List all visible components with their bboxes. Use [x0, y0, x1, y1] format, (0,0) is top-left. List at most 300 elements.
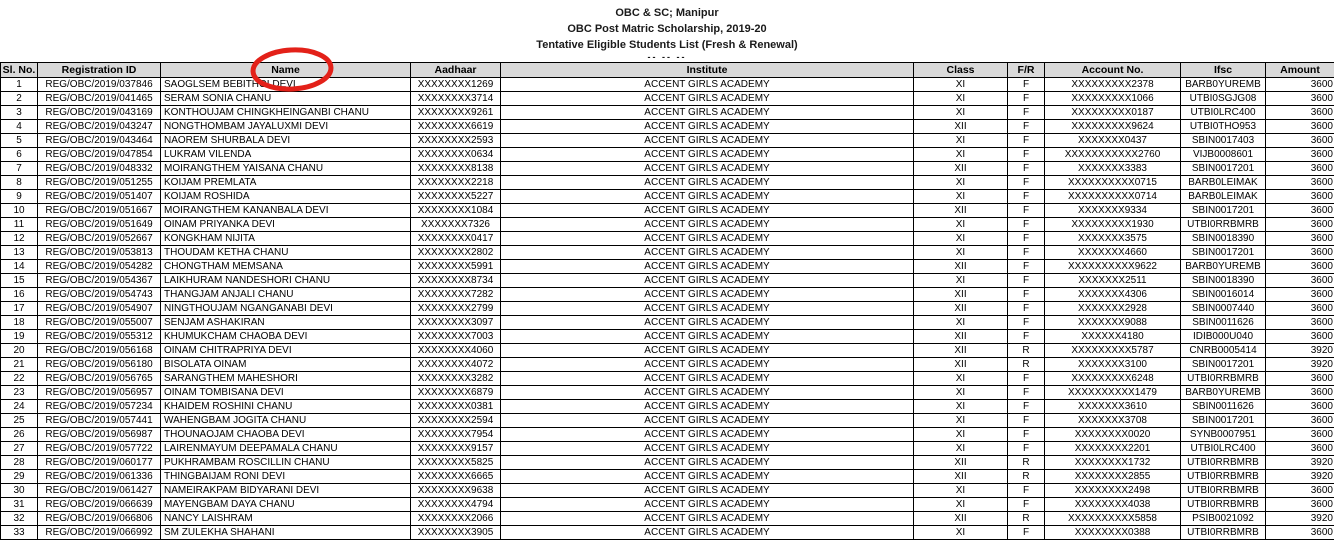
cell-institute: ACCENT GIRLS ACADEMY: [501, 400, 914, 414]
column-header-name: Name: [161, 63, 411, 78]
cell-class: XII: [914, 288, 1008, 302]
cell-name: PUKHRAMBAM ROSCILLIN CHANU: [161, 456, 411, 470]
cell-regid: REG/OBC/2019/054743: [38, 288, 161, 302]
cell-regid: REG/OBC/2019/051407: [38, 190, 161, 204]
cell-fr: F: [1008, 274, 1045, 288]
table-row: [1, 106, 1334, 120]
cell-institute: ACCENT GIRLS ACADEMY: [501, 232, 914, 246]
cell-class: XI: [914, 526, 1008, 540]
cell-fr: R: [1008, 512, 1045, 526]
cell-account: XXXXXXXX1732: [1045, 456, 1181, 470]
cell-aadhaar: XXXXXXXX2218: [411, 176, 501, 190]
cell-institute: ACCENT GIRLS ACADEMY: [501, 414, 914, 428]
cell-regid: REG/OBC/2019/053813: [38, 246, 161, 260]
cell-regid: REG/OBC/2019/060177: [38, 456, 161, 470]
cell-class: XII: [914, 204, 1008, 218]
cell-aadhaar: XXXXXXXX3282: [411, 372, 501, 386]
cell-regid: REG/OBC/2019/056957: [38, 386, 161, 400]
table-row: [1, 484, 1334, 498]
cell-aadhaar: XXXXXXXX7003: [411, 330, 501, 344]
cell-ifsc: UTBI0RRBMRB: [1181, 498, 1266, 512]
cell-amount: 3920: [1266, 358, 1334, 372]
cell-fr: F: [1008, 218, 1045, 232]
cell-amount: 3600: [1266, 330, 1334, 344]
cell-fr: F: [1008, 246, 1045, 260]
cell-regid: REG/OBC/2019/048332: [38, 162, 161, 176]
document-header: [0, 5, 1334, 62]
cell-name: NANCY LAISHRAM: [161, 512, 411, 526]
cell-regid: REG/OBC/2019/057234: [38, 400, 161, 414]
column-header-amount: Amount: [1266, 63, 1334, 78]
cell-class: XII: [914, 330, 1008, 344]
cell-aadhaar: XXXXXXXX9157: [411, 442, 501, 456]
column-header-class: Class: [914, 63, 1008, 78]
cell-name: SAOGLSEM BEBITHOI DEVI: [161, 78, 411, 92]
cell-regid: REG/OBC/2019/054282: [38, 260, 161, 274]
cell-slno: 7: [1, 162, 38, 176]
cell-slno: 6: [1, 148, 38, 162]
cell-amount: 3920: [1266, 512, 1334, 526]
cell-institute: ACCENT GIRLS ACADEMY: [501, 106, 914, 120]
cell-slno: 26: [1, 428, 38, 442]
cell-aadhaar: XXXXXXXX6879: [411, 386, 501, 400]
cell-regid: REG/OBC/2019/056765: [38, 372, 161, 386]
cell-ifsc: UTBI0THO953: [1181, 120, 1266, 134]
cell-amount: 3600: [1266, 260, 1334, 274]
table-row: [1, 148, 1334, 162]
cell-fr: R: [1008, 358, 1045, 372]
table-row: [1, 176, 1334, 190]
table-row: [1, 78, 1334, 92]
cell-fr: F: [1008, 526, 1045, 540]
cell-institute: ACCENT GIRLS ACADEMY: [501, 498, 914, 512]
cell-account: XXXXXXXX0020: [1045, 428, 1181, 442]
cell-fr: F: [1008, 386, 1045, 400]
cell-slno: 18: [1, 316, 38, 330]
cell-aadhaar: XXXXXXXX8138: [411, 162, 501, 176]
cell-name: KHAIDEM ROSHINI CHANU: [161, 400, 411, 414]
cell-regid: REG/OBC/2019/057722: [38, 442, 161, 456]
cell-class: XI: [914, 232, 1008, 246]
cell-name: SENJAM ASHAKIRAN: [161, 316, 411, 330]
table-row: [1, 302, 1334, 316]
cell-aadhaar: XXXXXXXX5227: [411, 190, 501, 204]
cell-aadhaar: XXXXXXXX3714: [411, 92, 501, 106]
cell-slno: 29: [1, 470, 38, 484]
cell-ifsc: SBIN0018390: [1181, 232, 1266, 246]
cell-account: XXXXXXXXX0187: [1045, 106, 1181, 120]
cell-aadhaar: XXXXXXXX2066: [411, 512, 501, 526]
cell-institute: ACCENT GIRLS ACADEMY: [501, 246, 914, 260]
cell-amount: 3600: [1266, 316, 1334, 330]
cell-ifsc: UTBI0RRBMRB: [1181, 470, 1266, 484]
cell-slno: 9: [1, 190, 38, 204]
cell-class: XI: [914, 134, 1008, 148]
cell-class: XI: [914, 428, 1008, 442]
cell-class: XI: [914, 176, 1008, 190]
table-row: [1, 162, 1334, 176]
cell-regid: REG/OBC/2019/043247: [38, 120, 161, 134]
cell-account: XXXXXXXXX9624: [1045, 120, 1181, 134]
table-row: [1, 120, 1334, 134]
separator-dashes: -- -- --: [647, 52, 687, 62]
cell-amount: 3600: [1266, 400, 1334, 414]
column-header-ifsc: Ifsc: [1181, 63, 1266, 78]
cell-regid: REG/OBC/2019/056180: [38, 358, 161, 372]
cell-institute: ACCENT GIRLS ACADEMY: [501, 512, 914, 526]
cell-ifsc: UTBI0SGJG08: [1181, 92, 1266, 106]
cell-class: XII: [914, 344, 1008, 358]
cell-ifsc: SBIN0011626: [1181, 316, 1266, 330]
cell-class: XII: [914, 120, 1008, 134]
cell-class: XI: [914, 498, 1008, 512]
cell-ifsc: BARB0YUREMB: [1181, 386, 1266, 400]
cell-institute: ACCENT GIRLS ACADEMY: [501, 162, 914, 176]
cell-amount: 3600: [1266, 92, 1334, 106]
cell-slno: 32: [1, 512, 38, 526]
table-row: [1, 330, 1334, 344]
cell-name: LAIKHURAM NANDESHORI CHANU: [161, 274, 411, 288]
cell-class: XI: [914, 148, 1008, 162]
cell-regid: REG/OBC/2019/057441: [38, 414, 161, 428]
doc-title-line-2: OBC Post Matric Scholarship, 2019-20: [567, 23, 767, 35]
cell-ifsc: UTBI0RRBMRB: [1181, 484, 1266, 498]
table-row: [1, 204, 1334, 218]
cell-institute: ACCENT GIRLS ACADEMY: [501, 288, 914, 302]
cell-aadhaar: XXXXXXXX2594: [411, 414, 501, 428]
cell-name: SERAM SONIA CHANU: [161, 92, 411, 106]
cell-amount: 3600: [1266, 78, 1334, 92]
cell-account: XXXXXXXXX5787: [1045, 344, 1181, 358]
cell-fr: F: [1008, 260, 1045, 274]
cell-class: XI: [914, 78, 1008, 92]
cell-aadhaar: XXXXXXXX0417: [411, 232, 501, 246]
cell-aadhaar: XXXXXXXX5825: [411, 456, 501, 470]
cell-amount: 3600: [1266, 120, 1334, 134]
cell-name: SARANGTHEM MAHESHORI: [161, 372, 411, 386]
cell-account: XXXXXXXXX1930: [1045, 218, 1181, 232]
cell-name: MOIRANGTHEM YAISANA CHANU: [161, 162, 411, 176]
cell-ifsc: SBIN0011626: [1181, 400, 1266, 414]
cell-class: XI: [914, 106, 1008, 120]
cell-account: XXXXXXXXXX0714: [1045, 190, 1181, 204]
cell-institute: ACCENT GIRLS ACADEMY: [501, 470, 914, 484]
cell-aadhaar: XXXXXXXX8734: [411, 274, 501, 288]
cell-amount: 3600: [1266, 302, 1334, 316]
cell-amount: 3600: [1266, 372, 1334, 386]
cell-fr: F: [1008, 484, 1045, 498]
cell-class: XII: [914, 456, 1008, 470]
cell-ifsc: SBIN0017201: [1181, 162, 1266, 176]
cell-fr: F: [1008, 78, 1045, 92]
cell-name: OINAM CHITRAPRIYA DEVI: [161, 344, 411, 358]
cell-aadhaar: XXXXXXXX5991: [411, 260, 501, 274]
cell-regid: REG/OBC/2019/043169: [38, 106, 161, 120]
cell-name: MOIRANGTHEM KANANBALA DEVI: [161, 204, 411, 218]
cell-account: XXXXXXX3383: [1045, 162, 1181, 176]
cell-class: XI: [914, 218, 1008, 232]
cell-institute: ACCENT GIRLS ACADEMY: [501, 330, 914, 344]
cell-slno: 5: [1, 134, 38, 148]
cell-ifsc: SBIN0007440: [1181, 302, 1266, 316]
cell-class: XI: [914, 442, 1008, 456]
cell-ifsc: UTBI0RRBMRB: [1181, 526, 1266, 540]
cell-institute: ACCENT GIRLS ACADEMY: [501, 176, 914, 190]
cell-institute: ACCENT GIRLS ACADEMY: [501, 456, 914, 470]
cell-slno: 3: [1, 106, 38, 120]
cell-slno: 24: [1, 400, 38, 414]
cell-amount: 3600: [1266, 232, 1334, 246]
cell-ifsc: BARB0YUREMB: [1181, 260, 1266, 274]
cell-account: XXXXXXXX2855: [1045, 470, 1181, 484]
cell-account: XXXXXXXXXX0715: [1045, 176, 1181, 190]
cell-institute: ACCENT GIRLS ACADEMY: [501, 274, 914, 288]
cell-amount: 3600: [1266, 190, 1334, 204]
cell-slno: 23: [1, 386, 38, 400]
cell-ifsc: SBIN0017201: [1181, 414, 1266, 428]
cell-amount: 3600: [1266, 288, 1334, 302]
cell-fr: R: [1008, 344, 1045, 358]
cell-institute: ACCENT GIRLS ACADEMY: [501, 92, 914, 106]
cell-ifsc: PSIB0021092: [1181, 512, 1266, 526]
cell-institute: ACCENT GIRLS ACADEMY: [501, 134, 914, 148]
cell-aadhaar: XXXXXXXX4060: [411, 344, 501, 358]
cell-class: XII: [914, 260, 1008, 274]
cell-slno: 27: [1, 442, 38, 456]
cell-regid: REG/OBC/2019/052667: [38, 232, 161, 246]
cell-institute: ACCENT GIRLS ACADEMY: [501, 148, 914, 162]
table-row: [1, 246, 1334, 260]
cell-fr: F: [1008, 498, 1045, 512]
cell-institute: ACCENT GIRLS ACADEMY: [501, 372, 914, 386]
column-header-regid: Registration ID: [38, 63, 161, 78]
cell-institute: ACCENT GIRLS ACADEMY: [501, 526, 914, 540]
cell-account: XXXXXXX9334: [1045, 204, 1181, 218]
cell-aadhaar: XXXXXXXX1084: [411, 204, 501, 218]
cell-ifsc: SYNB0007951: [1181, 428, 1266, 442]
cell-institute: ACCENT GIRLS ACADEMY: [501, 204, 914, 218]
cell-account: XXXXXXXXX6248: [1045, 372, 1181, 386]
cell-name: KOIJAM PREMLATA: [161, 176, 411, 190]
cell-fr: F: [1008, 106, 1045, 120]
cell-aadhaar: XXXXXXXX2593: [411, 134, 501, 148]
cell-slno: 1: [1, 78, 38, 92]
cell-amount: 3600: [1266, 176, 1334, 190]
cell-fr: R: [1008, 456, 1045, 470]
cell-class: XI: [914, 386, 1008, 400]
cell-name: THINGBAIJAM RONI DEVI: [161, 470, 411, 484]
cell-account: XXXXXXX4306: [1045, 288, 1181, 302]
doc-title-line-1: OBC & SC; Manipur: [615, 7, 719, 19]
cell-amount: 3600: [1266, 498, 1334, 512]
cell-regid: REG/OBC/2019/066806: [38, 512, 161, 526]
cell-ifsc: UTBI0RRBMRB: [1181, 456, 1266, 470]
cell-name: KONTHOUJAM CHINGKHEINGANBI CHANU: [161, 106, 411, 120]
cell-aadhaar: XXXXXXXX0634: [411, 148, 501, 162]
cell-aadhaar: XXXXXXXX3905: [411, 526, 501, 540]
cell-amount: 3600: [1266, 162, 1334, 176]
cell-slno: 11: [1, 218, 38, 232]
cell-ifsc: CNRB0005414: [1181, 344, 1266, 358]
table-row: [1, 512, 1334, 526]
cell-name: BISOLATA OINAM: [161, 358, 411, 372]
cell-institute: ACCENT GIRLS ACADEMY: [501, 316, 914, 330]
table-row: [1, 344, 1334, 358]
cell-slno: 25: [1, 414, 38, 428]
cell-slno: 28: [1, 456, 38, 470]
cell-slno: 16: [1, 288, 38, 302]
cell-amount: 3920: [1266, 456, 1334, 470]
cell-name: NINGTHOUJAM NGANGANABI DEVI: [161, 302, 411, 316]
cell-fr: F: [1008, 204, 1045, 218]
cell-name: THOUNAOJAM CHAOBA DEVI: [161, 428, 411, 442]
cell-slno: 10: [1, 204, 38, 218]
cell-account: XXXXXXXX0388: [1045, 526, 1181, 540]
cell-slno: 14: [1, 260, 38, 274]
cell-fr: F: [1008, 372, 1045, 386]
cell-slno: 31: [1, 498, 38, 512]
cell-institute: ACCENT GIRLS ACADEMY: [501, 120, 914, 134]
cell-account: XXXXXXXX2201: [1045, 442, 1181, 456]
cell-institute: ACCENT GIRLS ACADEMY: [501, 386, 914, 400]
cell-regid: REG/OBC/2019/066639: [38, 498, 161, 512]
cell-amount: 3600: [1266, 134, 1334, 148]
cell-fr: R: [1008, 470, 1045, 484]
cell-account: XXXXXXX4660: [1045, 246, 1181, 260]
cell-regid: REG/OBC/2019/041465: [38, 92, 161, 106]
cell-institute: ACCENT GIRLS ACADEMY: [501, 260, 914, 274]
table-row: [1, 92, 1334, 106]
cell-slno: 17: [1, 302, 38, 316]
table-row: [1, 232, 1334, 246]
cell-name: NAMEIRAKPAM BIDYARANI DEVI: [161, 484, 411, 498]
cell-ifsc: BARB0LEIMAK: [1181, 176, 1266, 190]
cell-fr: F: [1008, 92, 1045, 106]
cell-class: XI: [914, 414, 1008, 428]
cell-fr: F: [1008, 414, 1045, 428]
cell-amount: 3600: [1266, 204, 1334, 218]
cell-ifsc: UTBI0RRBMRB: [1181, 218, 1266, 232]
column-header-institute: Institute: [501, 63, 914, 78]
cell-class: XI: [914, 190, 1008, 204]
cell-name: WAHENGBAM JOGITA CHANU: [161, 414, 411, 428]
cell-aadhaar: XXXXXXXX4794: [411, 498, 501, 512]
cell-regid: REG/OBC/2019/066992: [38, 526, 161, 540]
cell-account: XXXXXXXXXXX2760: [1045, 148, 1181, 162]
cell-name: OINAM TOMBISANA DEVI: [161, 386, 411, 400]
cell-regid: REG/OBC/2019/051255: [38, 176, 161, 190]
cell-aadhaar: XXXXXXXX2802: [411, 246, 501, 260]
column-header-slno: Sl. No.: [1, 63, 38, 78]
cell-slno: 19: [1, 330, 38, 344]
cell-amount: 3600: [1266, 442, 1334, 456]
cell-name: LUKRAM VILENDA: [161, 148, 411, 162]
cell-aadhaar: XXXXXXXX9638: [411, 484, 501, 498]
table-header-row: [1, 63, 1334, 78]
cell-amount: 3600: [1266, 218, 1334, 232]
cell-name: KONGKHAM NIJITA: [161, 232, 411, 246]
cell-class: XI: [914, 372, 1008, 386]
cell-slno: 15: [1, 274, 38, 288]
table-row: [1, 260, 1334, 274]
students-table: [0, 62, 1334, 540]
cell-class: XII: [914, 470, 1008, 484]
cell-account: XXXXXXXXXX5858: [1045, 512, 1181, 526]
cell-class: XI: [914, 400, 1008, 414]
table-row: [1, 456, 1334, 470]
cell-account: XXXXXXXX2498: [1045, 484, 1181, 498]
cell-name: SM ZULEKHA SHAHANI: [161, 526, 411, 540]
cell-slno: 12: [1, 232, 38, 246]
cell-account: XXXXXXXXXX1479: [1045, 386, 1181, 400]
cell-name: THANGJAM ANJALI CHANU: [161, 288, 411, 302]
cell-amount: 3600: [1266, 414, 1334, 428]
cell-slno: 30: [1, 484, 38, 498]
cell-account: XXXXXXX0437: [1045, 134, 1181, 148]
cell-aadhaar: XXXXXXXX3097: [411, 316, 501, 330]
table-row: [1, 400, 1334, 414]
cell-regid: REG/OBC/2019/037846: [38, 78, 161, 92]
cell-slno: 33: [1, 526, 38, 540]
cell-amount: 3600: [1266, 526, 1334, 540]
cell-account: XXXXXXXXXX9622: [1045, 260, 1181, 274]
cell-ifsc: SBIN0016014: [1181, 288, 1266, 302]
cell-class: XII: [914, 302, 1008, 316]
cell-aadhaar: XXXXXXXX7954: [411, 428, 501, 442]
cell-amount: 3600: [1266, 246, 1334, 260]
cell-name: KHUMUKCHAM CHAOBA DEVI: [161, 330, 411, 344]
cell-regid: REG/OBC/2019/051649: [38, 218, 161, 232]
cell-slno: 21: [1, 358, 38, 372]
table-row: [1, 386, 1334, 400]
cell-class: XI: [914, 484, 1008, 498]
cell-name: NONGTHOMBAM JAYALUXMI DEVI: [161, 120, 411, 134]
cell-class: XII: [914, 358, 1008, 372]
cell-ifsc: SBIN0017403: [1181, 134, 1266, 148]
cell-slno: 8: [1, 176, 38, 190]
cell-fr: F: [1008, 400, 1045, 414]
cell-account: XXXXXXX2511: [1045, 274, 1181, 288]
cell-name: NAOREM SHURBALA DEVI: [161, 134, 411, 148]
cell-fr: F: [1008, 330, 1045, 344]
cell-ifsc: SBIN0017201: [1181, 358, 1266, 372]
cell-fr: F: [1008, 120, 1045, 134]
cell-aadhaar: XXXXXXXX1269: [411, 78, 501, 92]
cell-aadhaar: XXXXXXX7326: [411, 218, 501, 232]
cell-ifsc: VIJB0008601: [1181, 148, 1266, 162]
cell-amount: 3600: [1266, 484, 1334, 498]
table-row: [1, 414, 1334, 428]
cell-slno: 20: [1, 344, 38, 358]
cell-account: XXXXXXXXX2378: [1045, 78, 1181, 92]
cell-ifsc: SBIN0017201: [1181, 246, 1266, 260]
cell-slno: 4: [1, 120, 38, 134]
cell-regid: REG/OBC/2019/054367: [38, 274, 161, 288]
cell-regid: REG/OBC/2019/056987: [38, 428, 161, 442]
cell-amount: 3920: [1266, 344, 1334, 358]
table-row: [1, 134, 1334, 148]
cell-aadhaar: XXXXXXXX0381: [411, 400, 501, 414]
table-row: [1, 470, 1334, 484]
table-row: [1, 358, 1334, 372]
cell-regid: REG/OBC/2019/055312: [38, 330, 161, 344]
cell-fr: F: [1008, 162, 1045, 176]
cell-ifsc: UTBI0LRC400: [1181, 442, 1266, 456]
cell-amount: 3600: [1266, 148, 1334, 162]
cell-regid: REG/OBC/2019/056168: [38, 344, 161, 358]
cell-class: XII: [914, 162, 1008, 176]
table-row: [1, 190, 1334, 204]
